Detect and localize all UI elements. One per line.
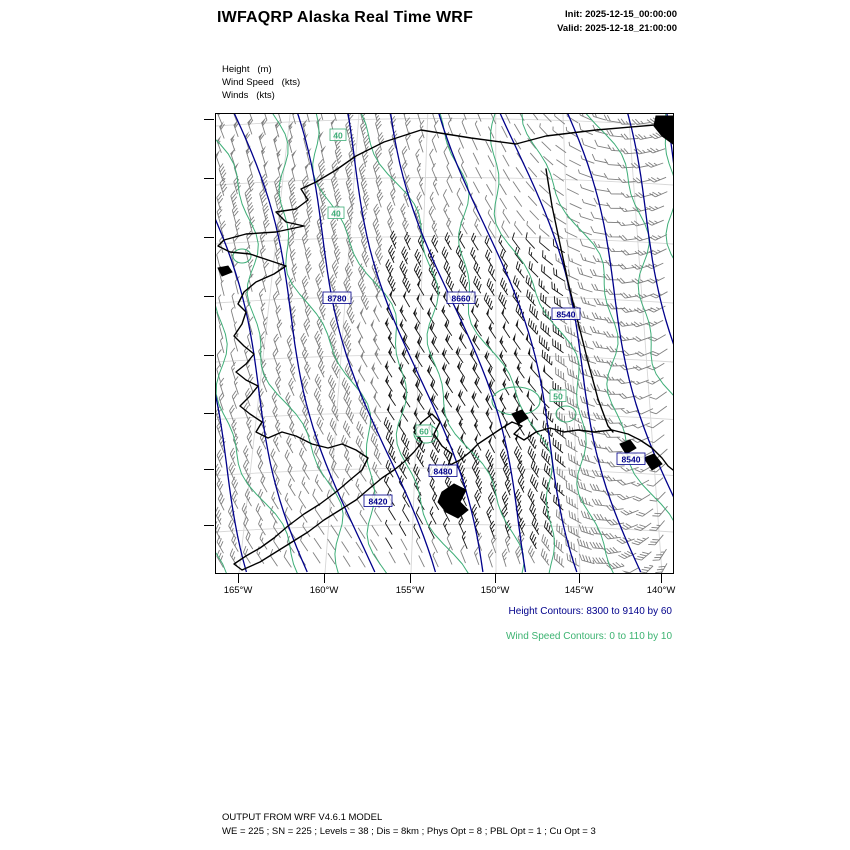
- map-frame: [215, 113, 674, 574]
- contour-label: [328, 207, 344, 219]
- svg-text:50: 50: [553, 391, 563, 402]
- lon-tick: [495, 573, 496, 583]
- lat-tick: [204, 525, 214, 526]
- lat-tick: [204, 237, 214, 238]
- map-canvas: [216, 114, 673, 573]
- contour-label: [552, 308, 580, 320]
- lat-tick: [204, 355, 214, 356]
- contour-label: [447, 292, 475, 304]
- lon-tick: [661, 573, 662, 583]
- height-contour-caption: Height Contours: 8300 to 9140 by 60: [508, 606, 672, 617]
- footer-config: WE = 225 ; SN = 225 ; Levels = 38 ; Dis = 8km ; Phys Opt = 8 ; PBL Opt = 1 ; Cu Opt = 3: [222, 825, 596, 837]
- field-legend: [222, 63, 300, 102]
- footer-model: OUTPUT FROM WRF V4.6.1 MODEL: [222, 812, 383, 823]
- contour-label: [617, 453, 645, 465]
- lon-tick-label: 145°W: [564, 585, 594, 596]
- lat-tick: [204, 469, 214, 470]
- lat-tick: [204, 413, 214, 414]
- svg-text:8540: 8540: [556, 309, 576, 320]
- contour-label: [550, 390, 566, 402]
- valid-time: Valid: 2025-12-18_21:00:00: [557, 22, 677, 34]
- svg-text:60: 60: [419, 426, 429, 437]
- svg-text:8540: 8540: [621, 454, 641, 465]
- wind-speed-contour-caption: Wind Speed Contours: 0 to 110 by 10: [505, 631, 672, 642]
- model-footer: [222, 811, 596, 838]
- lat-tick: [204, 178, 214, 179]
- lon-tick-label: 140°W: [646, 585, 676, 596]
- svg-text:8660: 8660: [451, 293, 471, 304]
- svg-text:8420: 8420: [368, 496, 388, 507]
- lon-tick-label: 150°W: [480, 585, 510, 596]
- lon-tick: [579, 573, 580, 583]
- contour-label: [323, 292, 351, 304]
- svg-text:40: 40: [333, 130, 343, 141]
- legend-height: Height (m): [222, 64, 272, 75]
- lon-tick-label: 155°W: [395, 585, 425, 596]
- run-times: [557, 8, 677, 35]
- contour-label: [364, 495, 392, 507]
- lon-tick-label: 160°W: [309, 585, 339, 596]
- init-time: Init: 2025-12-15_00:00:00: [565, 9, 677, 20]
- legend-wind-speed: Wind Speed (kts): [222, 77, 301, 88]
- contour-label: [330, 129, 346, 141]
- svg-text:8780: 8780: [327, 293, 347, 304]
- plot-title: IWFAQRP Alaska Real Time WRF: [217, 9, 474, 26]
- lon-tick: [324, 573, 325, 583]
- lon-tick: [238, 573, 239, 583]
- lat-tick: [204, 296, 214, 297]
- svg-text:40: 40: [331, 208, 341, 219]
- lon-tick-label: 165°W: [223, 585, 253, 596]
- contour-label: [416, 425, 432, 437]
- lat-tick: [204, 119, 214, 120]
- lon-tick: [410, 573, 411, 583]
- contour-label: [429, 465, 457, 477]
- legend-winds: Winds (kts): [222, 90, 275, 101]
- svg-text:8480: 8480: [433, 466, 453, 477]
